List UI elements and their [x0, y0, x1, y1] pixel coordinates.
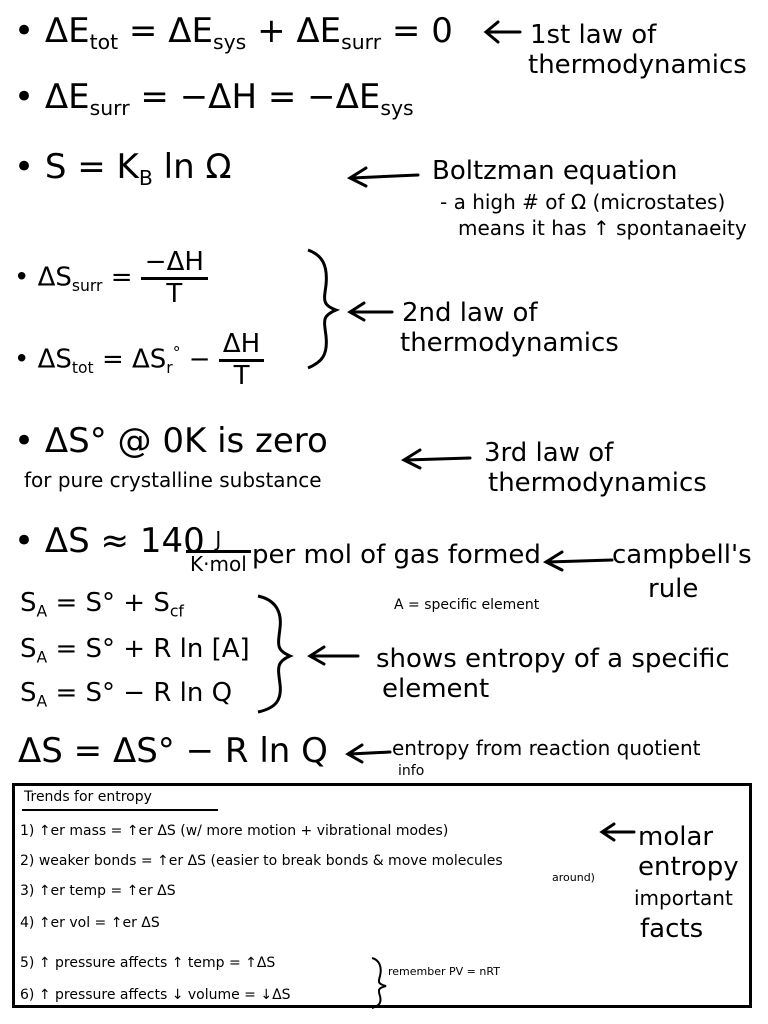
- left-arrow-icon: [486, 22, 520, 42]
- specific-entropy-label: shows entropy of a specific: [376, 644, 730, 674]
- surroundings-energy-equation: • $\Delta E_{surr} = -\Delta H = -\Delta E_{sys}$: [14, 77, 414, 121]
- second-law-label: 2nd law of: [402, 298, 538, 328]
- trends-title: Trends for entropy: [24, 789, 152, 805]
- specific-entropy-1: $S_A = S^\circ + S_{cf}$: [20, 588, 184, 621]
- specific-entropy-3: $S_A = S^\circ - R$ ln Q: [20, 678, 233, 711]
- trend-6: 6) ↑ pressure affects ↓ volume = ↓ΔS: [20, 987, 291, 1003]
- first-law-label: 1st law of: [530, 20, 657, 50]
- remember-note: remember PV = nRT: [388, 965, 500, 978]
- boltzmann-note-2: means it has ↑ spontanaeity: [458, 216, 747, 240]
- right-brace-icon: [308, 250, 336, 368]
- third-law-label-2: thermodynamics: [488, 468, 707, 498]
- left-arrow-icon: [404, 450, 470, 468]
- second-law-label-2: thermodynamics: [400, 328, 619, 358]
- side-label-facts: facts: [640, 914, 704, 944]
- reaction-quotient-label: entropy from reaction quotient: [392, 736, 701, 760]
- first-law-label-2: thermodynamics: [528, 50, 747, 80]
- campbell-unit: $\frac{J}{\text{K·mol}}$: [186, 528, 251, 575]
- left-arrow-icon: [350, 168, 418, 186]
- first-law-equation: • $\Delta E_{tot} = \Delta E_{sys} + \Delta E_{surr} = 0$: [14, 11, 453, 55]
- reaction-quotient-equation: ΔS = ΔS° − R ln Q: [18, 731, 328, 771]
- specific-element-note: A = specific element: [394, 597, 540, 613]
- left-arrow-icon: [310, 647, 358, 664]
- reaction-quotient-label-2: info: [398, 763, 425, 779]
- specific-entropy-label-2: element: [382, 674, 490, 704]
- campbell-label: campbell's: [612, 540, 752, 570]
- total-entropy-equation: • $\Delta S_{tot} = \Delta S_r^\circ$ − $\frac{\Delta H}{T}$: [14, 330, 264, 390]
- boltzmann-equation: • $S = K_B$ ln Ω: [14, 147, 232, 191]
- boltzmann-note-1: - a high # of Ω (microstates): [440, 190, 726, 214]
- right-brace-icon: [258, 596, 290, 712]
- left-arrow-icon: [350, 303, 392, 320]
- side-label-entropy: entropy: [638, 852, 739, 882]
- boltzmann-label: Boltzman equation: [432, 156, 678, 186]
- campbell-text: per mol of gas formed: [252, 540, 541, 570]
- third-law-label: 3rd law of: [484, 438, 614, 468]
- third-law-condition: for pure crystalline substance: [24, 468, 322, 492]
- third-law-statement: • ΔS° @ 0K is zero: [14, 421, 328, 461]
- campbell-label-2: rule: [648, 574, 699, 604]
- trend-1: 1) ↑er mass = ↑er ΔS (w/ more motion + vibrational modes): [20, 823, 449, 839]
- left-arrow-icon: [348, 745, 390, 762]
- trend-5: 5) ↑ pressure affects ↑ temp = ↑ΔS: [20, 955, 276, 971]
- side-label-molar: molar: [638, 822, 714, 852]
- left-arrow-icon: [546, 552, 612, 570]
- trend-3: 3) ↑er temp = ↑er ΔS: [20, 883, 176, 899]
- surroundings-entropy-equation: • $\Delta S_{surr}$ = $\frac{-\Delta H}{T}$: [14, 248, 208, 308]
- trend-2-continued: around): [552, 871, 595, 884]
- trend-2: 2) weaker bonds = ↑er ΔS (easier to break bonds & move molecules: [20, 853, 503, 869]
- specific-entropy-2: $S_A = S^\circ + R$ ln [A]: [20, 634, 250, 667]
- campbell-rule-equation: • ΔS ≈ 140: [14, 521, 205, 561]
- side-label-important: important: [634, 886, 733, 910]
- trend-4: 4) ↑er vol = ↑er ΔS: [20, 915, 160, 931]
